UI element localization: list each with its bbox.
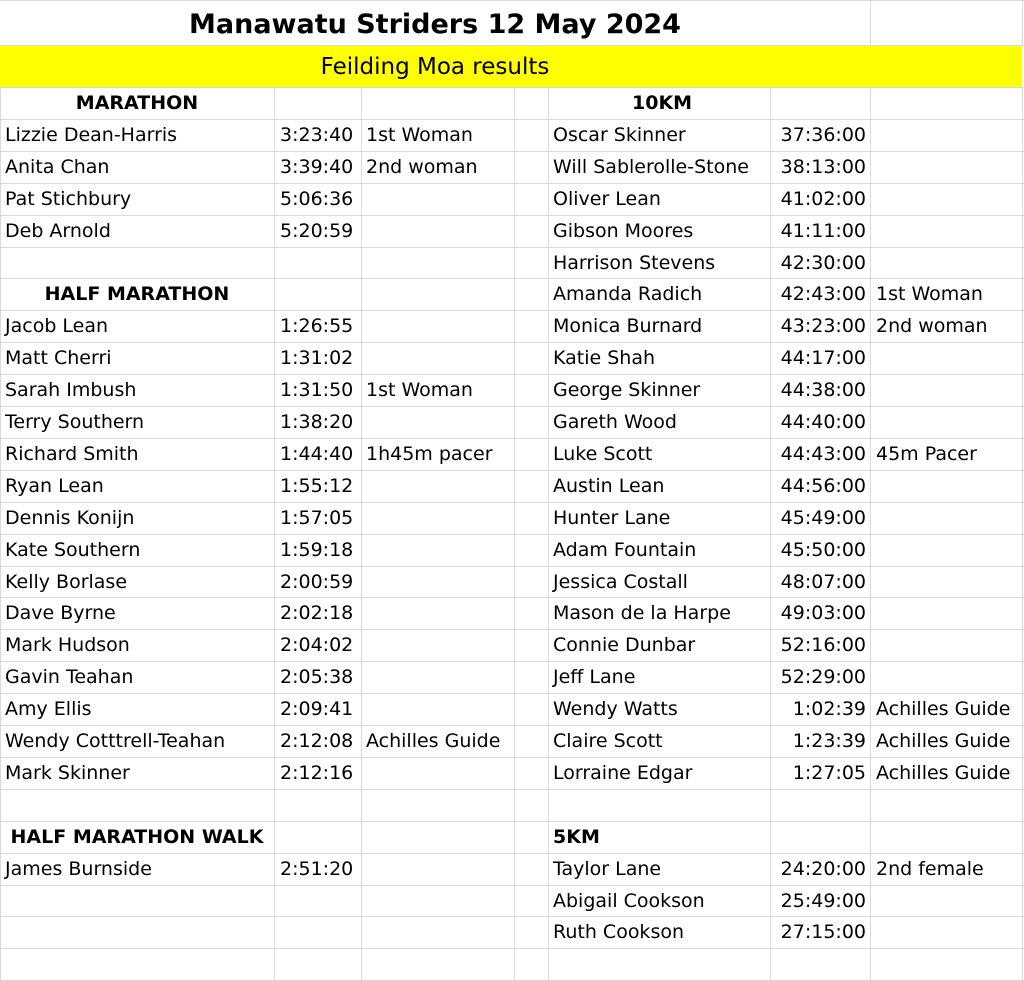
runner-name: Taylor Lane <box>553 857 662 880</box>
subtitle-banner <box>0 45 1022 87</box>
gridline-vertical <box>1022 0 1023 45</box>
runner-time: 2:04:02 <box>280 634 354 657</box>
runner-time: 2:02:18 <box>280 602 354 625</box>
runner-time: 1:38:20 <box>280 411 354 433</box>
runner-time: 1:59:18 <box>280 538 354 561</box>
runner-note: Achilles Guide <box>876 698 1011 721</box>
runner-note: Achilles Guide <box>876 761 1011 784</box>
runner-name: Deb Arnold <box>5 219 111 242</box>
runner-name: Dave Byrne <box>5 602 116 625</box>
runner-note: Achilles Guide <box>366 730 501 752</box>
page-title: Manawatu Striders 12 May 2024 <box>189 9 681 40</box>
runner-time: 44:40:00 <box>780 411 866 433</box>
runner-name: Claire Scott <box>553 730 663 752</box>
runner-name: Austin Lean <box>553 474 665 497</box>
runner-name: Matt Cherri <box>5 347 112 370</box>
runner-name: Gareth Wood <box>553 411 677 433</box>
runner-time: 1:23:39 <box>792 730 866 752</box>
runner-name: Kate Southern <box>5 538 141 561</box>
section-heading-half-marathon-walk: HALF MARATHON WALK <box>10 825 264 848</box>
runner-time: 44:38:00 <box>780 379 866 402</box>
runner-note: 2nd female <box>876 857 984 880</box>
runner-time: 37:36:00 <box>780 123 866 146</box>
runner-time: 1:31:50 <box>280 379 354 402</box>
runner-name: Anita Chan <box>5 155 110 178</box>
runner-time: 48:07:00 <box>780 570 866 593</box>
runner-time: 41:02:00 <box>780 187 866 210</box>
runner-note: 1st Woman <box>876 283 983 306</box>
gridline-vertical <box>870 87 871 980</box>
runner-name: Amanda Radich <box>553 283 703 306</box>
runner-time: 38:13:00 <box>780 155 866 178</box>
runner-note: 1st Woman <box>366 123 473 146</box>
runner-name: Hunter Lane <box>553 506 671 529</box>
runner-time: 44:17:00 <box>780 347 866 370</box>
gridline-vertical <box>770 87 771 980</box>
runner-name: Gavin Teahan <box>5 666 134 689</box>
gridline-vertical <box>548 87 549 980</box>
runner-time: 5:20:59 <box>280 219 354 242</box>
runner-note: 2nd woman <box>366 155 478 178</box>
runner-time: 2:51:20 <box>280 857 354 880</box>
runner-time: 2:00:59 <box>280 570 354 593</box>
runner-name: Amy Ellis <box>5 698 92 721</box>
runner-name: Luke Scott <box>553 442 653 465</box>
runner-time: 24:20:00 <box>780 857 866 880</box>
runner-name: Sarah Imbush <box>5 379 137 402</box>
runner-name: Jessica Costall <box>553 570 688 593</box>
runner-name: Jacob Lean <box>5 315 109 338</box>
runner-name: Lorraine Edgar <box>553 761 693 784</box>
runner-note: 1st Woman <box>366 379 473 402</box>
runner-name: Ryan Lean <box>5 474 104 497</box>
runner-name: Lizzie Dean-Harris <box>5 123 178 146</box>
runner-name: Connie Dunbar <box>553 634 696 657</box>
runner-name: Abigail Cookson <box>553 889 705 912</box>
runner-time: 45:49:00 <box>780 506 866 529</box>
runner-name: George Skinner <box>553 379 701 402</box>
runner-time: 2:12:08 <box>280 730 354 752</box>
runner-time: 3:23:40 <box>280 123 354 146</box>
runner-name: Kelly Borlase <box>5 570 128 593</box>
runner-name: Harrison Stevens <box>553 251 716 274</box>
runner-name: Pat Stichbury <box>5 187 132 210</box>
runner-time: 43:23:00 <box>780 315 866 338</box>
subtitle: Feilding Moa results <box>320 54 550 80</box>
runner-name: Adam Fountain <box>553 538 697 561</box>
runner-time: 52:16:00 <box>780 634 866 657</box>
runner-name: Monica Burnard <box>553 315 703 338</box>
section-heading-10km: 10KM <box>632 92 693 114</box>
runner-time: 2:12:16 <box>280 761 354 784</box>
runner-time: 42:43:00 <box>780 283 866 306</box>
runner-time: 42:30:00 <box>780 251 866 274</box>
runner-time: 1:02:39 <box>792 698 866 721</box>
runner-time: 44:56:00 <box>780 474 866 497</box>
runner-time: 1:26:55 <box>280 315 354 338</box>
runner-time: 44:43:00 <box>780 442 866 465</box>
runner-time: 2:09:41 <box>280 698 354 721</box>
runner-name: Mason de la Harpe <box>553 602 731 625</box>
runner-name: Ruth Cookson <box>553 921 685 944</box>
runner-name: James Burnside <box>5 857 152 880</box>
runner-note: 2nd woman <box>876 315 988 338</box>
runner-time: 25:49:00 <box>780 889 866 912</box>
gridline-horizontal <box>0 45 1024 46</box>
runner-name: Terry Southern <box>5 411 145 433</box>
runner-name: Oscar Skinner <box>553 123 686 146</box>
runner-name: Mark Hudson <box>5 634 130 657</box>
runner-name: Wendy Cotttrell-Teahan <box>5 730 226 752</box>
gridline-vertical <box>514 87 515 980</box>
runner-time: 1:55:12 <box>280 474 354 497</box>
runner-name: Oliver Lean <box>553 187 661 210</box>
runner-time: 1:27:05 <box>792 761 866 784</box>
gridline-vertical <box>361 87 362 980</box>
runner-time: 41:11:00 <box>780 219 866 242</box>
runner-note: Achilles Guide <box>876 730 1011 752</box>
runner-time: 3:39:40 <box>280 155 354 178</box>
section-heading-5km: 5KM <box>553 825 600 848</box>
runner-name: Gibson Moores <box>553 219 694 242</box>
runner-name: Mark Skinner <box>5 761 130 784</box>
runner-time: 1:31:02 <box>280 347 354 370</box>
runner-time: 45:50:00 <box>780 538 866 561</box>
runner-time: 52:29:00 <box>780 666 866 689</box>
runner-name: Will Sablerolle-Stone <box>553 155 749 178</box>
section-heading-marathon: MARATHON <box>75 92 199 114</box>
gridline-vertical <box>1022 87 1023 980</box>
runner-name: Jeff Lane <box>553 666 636 689</box>
runner-name: Richard Smith <box>5 442 139 465</box>
runner-time: 1:57:05 <box>280 506 354 529</box>
runner-note: 1h45m pacer <box>366 442 493 465</box>
runner-note: 45m Pacer <box>876 442 977 465</box>
runner-name: Katie Shah <box>553 347 656 370</box>
runner-time: 1:44:40 <box>280 442 354 465</box>
runner-name: Wendy Watts <box>553 698 678 721</box>
gridline-vertical <box>870 0 871 45</box>
gridline-vertical <box>274 87 275 980</box>
runner-time: 27:15:00 <box>780 921 866 944</box>
runner-time: 2:05:38 <box>280 666 354 689</box>
section-heading-half-marathon: HALF MARATHON <box>44 283 230 306</box>
runner-time: 49:03:00 <box>780 602 866 625</box>
runner-time: 5:06:36 <box>280 187 354 210</box>
runner-name: Dennis Konijn <box>5 506 135 529</box>
